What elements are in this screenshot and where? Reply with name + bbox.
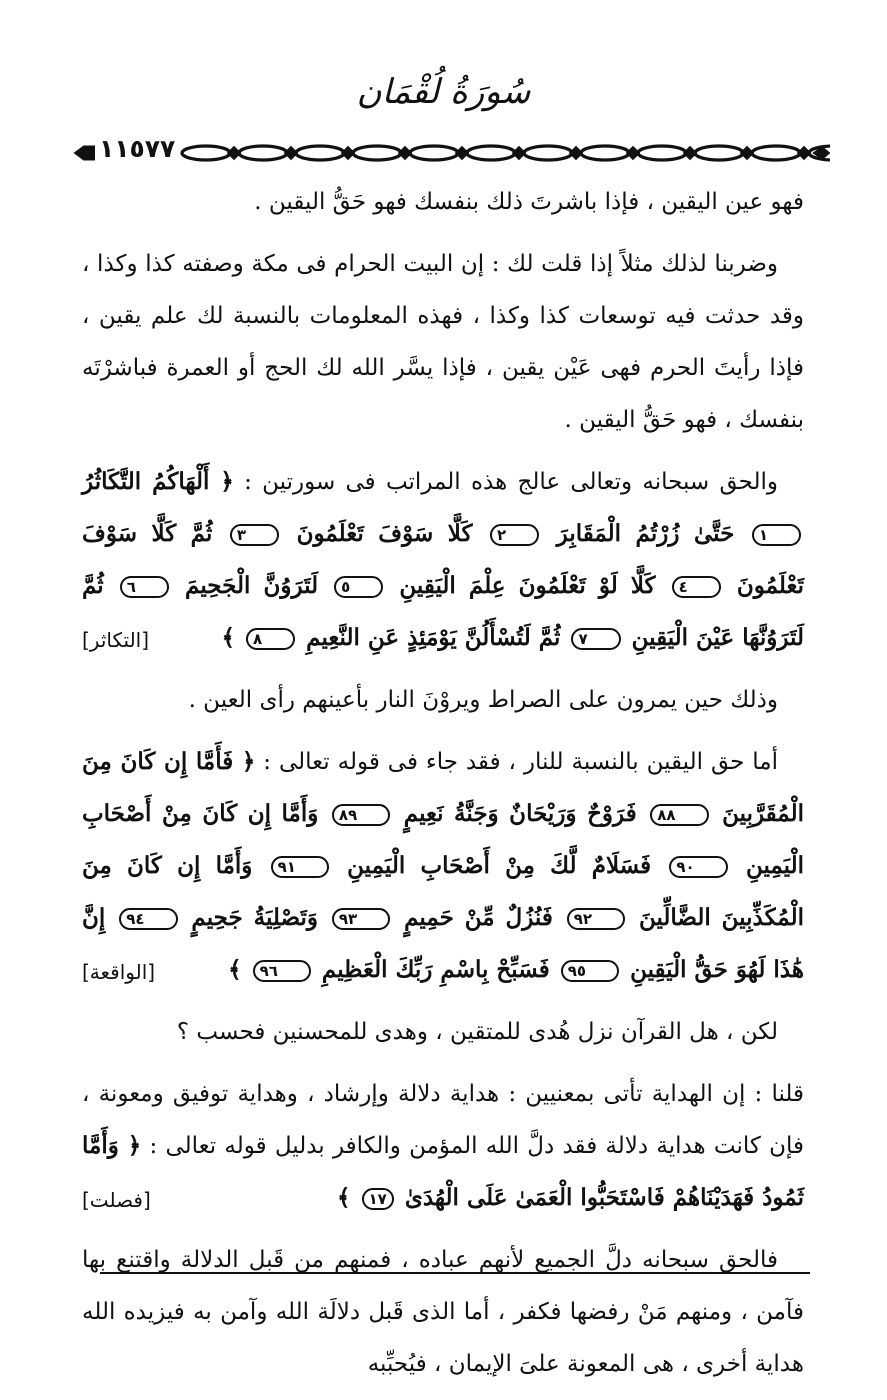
verse-segment: وَتَصْلِيَةُ جَحِيمٍ	[191, 904, 318, 931]
ayah-number: ٩١	[271, 856, 329, 878]
verse-segment: ثُمَّ لَتَرَوُنَّهَا عَيْنَ الْيَقِينِ	[82, 572, 804, 651]
verse-close-bracket: ﴾	[228, 957, 242, 983]
verse-segment: كَلَّا سَوْفَ تَعْلَمُونَ	[296, 520, 473, 547]
verse-segment: وَأَمَّا ثَمُودُ فَهَدَيْنَاهُمْ فَاسْتَحَبُّوا الْعَمَىٰ عَلَى الْهُدَىٰ	[82, 1132, 804, 1211]
ayah-number: ٨٨	[650, 804, 708, 826]
quran-verse-takathur	[82, 468, 804, 651]
paragraph-with-verse	[82, 736, 804, 996]
ayah-number: ٩٣	[332, 908, 390, 930]
page-body	[82, 176, 804, 1400]
ayah-number: ٥	[334, 576, 383, 598]
ayah-number: ١٧	[362, 1188, 394, 1210]
paragraph: وضربنا لذلك مثلاً إذا قلت لك : إن البيت الحرام فى مكة وصفته كذا وكذا ، وقد حدثت فيه توسعات كذا وكذا ، فهذه المعلومات بالنسبة لك علم يقين ، فإذا رأيتَ الحرم فهى عَيْن يقين ، فإذا يسَّر الله لك الحج أو العمرة فباشرْتَه بنفسك ، فهو حَقُّ اليقين .	[82, 251, 804, 433]
ayah-number: ٩٠	[669, 856, 727, 878]
ayah-number: ٨٩	[332, 804, 390, 826]
surah-citation: [الواقعة]	[82, 960, 156, 984]
ornament-link	[296, 146, 344, 160]
ayah-number: ٧	[571, 628, 620, 650]
paragraph-text: أما حق اليقين بالنسبة للنار ، فقد جاء فى قوله تعالى :	[263, 749, 779, 775]
quran-verse-waqia	[82, 748, 804, 983]
paragraph: فهو عين اليقين ، فإذا باشرتَ ذلك بنفسك فهو حَقُّ اليقين .	[254, 189, 804, 215]
ornament-link	[410, 146, 458, 160]
ayah-number: ٦	[120, 576, 169, 598]
verse-segment: فَنُزُلٌ مِّنْ حَمِيمٍ	[404, 904, 553, 931]
paragraph-text: والحق سبحانه وتعالى عالج هذه المراتب فى سورتين :	[244, 469, 779, 495]
verse-segment: فَرَوْحٌ وَرَيْحَانٌ وَجَنَّةُ نَعِيمٍ	[403, 800, 637, 827]
verse-segment: وَأَمَّا إِن كَانَ مِنَ الْمُكَذِّبِينَ الضَّالِّينَ	[82, 852, 804, 931]
surah-citation: [فصلت]	[82, 1188, 151, 1212]
footer-rule	[100, 1272, 810, 1274]
ornament-link	[752, 146, 800, 160]
verse-open-bracket: ﴿	[241, 749, 256, 775]
ayah-number: ٢	[490, 524, 539, 546]
ayah-number: ٣	[230, 524, 279, 546]
verse-open-bracket: ﴿	[220, 469, 234, 495]
verse-segment: إِنَّ هَٰذَا لَهُوَ حَقُّ الْيَقِينِ	[82, 904, 804, 983]
paragraph: فالحق سبحانه دلَّ الجميع لأنهم عباده ، فمنهم من قَبل الدلالة واقتنع بها فآمن ، ومنهم مَنْ رفضها فكفر ، أما الذى قَبل دلالَة الله وآمن به فيزيده الله هداية أخرى ، هى المعونة علىَ الإيمان ، فيُحبِّبه	[82, 1247, 804, 1377]
page-number: ١١٥٧٧	[95, 134, 179, 163]
verse-segment: فَسَلَامٌ لَّكَ مِنْ أَصْحَابِ الْيَمِينِ	[347, 852, 652, 879]
surah-citation: [التكاثر]	[82, 628, 150, 652]
verse-segment: أَلْهَاكُمُ التَّكَاثُرُ	[82, 468, 210, 495]
ornament-link	[638, 146, 686, 160]
ayah-number: ٩٢	[567, 908, 625, 930]
verse-segment: وَأَمَّا إِن كَانَ مِنْ أَصْحَابِ الْيَمِينِ	[82, 800, 805, 879]
ornament-link	[581, 146, 629, 160]
paragraph: لكن ، هل القرآن نزل هُدى للمتقين ، وهدى للمحسنين فحسب ؟	[176, 1019, 778, 1045]
ayah-number: ٩٦	[253, 960, 311, 982]
ornament-link	[182, 146, 230, 160]
ayah-number: ٩٥	[561, 960, 619, 982]
surah-title: سُورَةُ لُقْمَان	[356, 72, 531, 112]
ayah-number: ٤	[672, 576, 721, 598]
ornament-link	[467, 146, 515, 160]
ornament-link	[524, 146, 572, 160]
paragraph-with-verse	[82, 456, 804, 664]
verse-segment: فَسَبِّحْ بِاسْمِ رَبِّكَ الْعَظِيمِ	[321, 956, 550, 983]
verse-segment: ثُمَّ كَلَّا سَوْفَ تَعْلَمُونَ	[82, 520, 804, 599]
verse-open-bracket: ﴿	[127, 1133, 142, 1159]
ayah-number: ٩٤	[119, 908, 177, 930]
paragraph-text: قلنا : إن الهداية تأتى بمعنيين : هداية دلالة وإرشاد ، وهداية توفيق ومعونة ، فإن كانت هداية دلالة فقد دلَّ الله المؤمن والكافر بدليل قوله تعالى :	[82, 1081, 804, 1159]
verse-close-bracket: ﴾	[337, 1185, 351, 1211]
ayah-number: ١	[752, 524, 801, 546]
ornament-end	[815, 148, 828, 158]
verse-close-bracket: ﴾	[221, 625, 235, 651]
verse-segment: فَأَمَّا إِن كَانَ مِنَ الْمُقَرَّبِينَ	[82, 748, 804, 827]
verse-segment: لَتَرَوُنَّ الْجَحِيمَ	[185, 572, 319, 599]
ornament-rule	[70, 138, 830, 168]
ornament-link	[695, 146, 743, 160]
paragraph-with-verse	[82, 1068, 804, 1224]
ornament-link	[353, 146, 401, 160]
ornament-link	[239, 146, 287, 160]
ayah-number: ٨	[246, 628, 295, 650]
verse-segment: حَتَّىٰ زُرْتُمُ الْمَقَابِرَ	[556, 520, 735, 547]
paragraph: وذلك حين يمرون على الصراط ويروْنَ النار بأعينهم رأى العين .	[188, 687, 778, 713]
verse-segment: ثُمَّ لَتُسْأَلُنَّ يَوْمَئِذٍ عَنِ النَّعِيمِ	[306, 624, 561, 651]
verse-segment: كَلَّا لَوْ تَعْلَمُونَ عِلْمَ الْيَقِينِ	[399, 572, 656, 599]
